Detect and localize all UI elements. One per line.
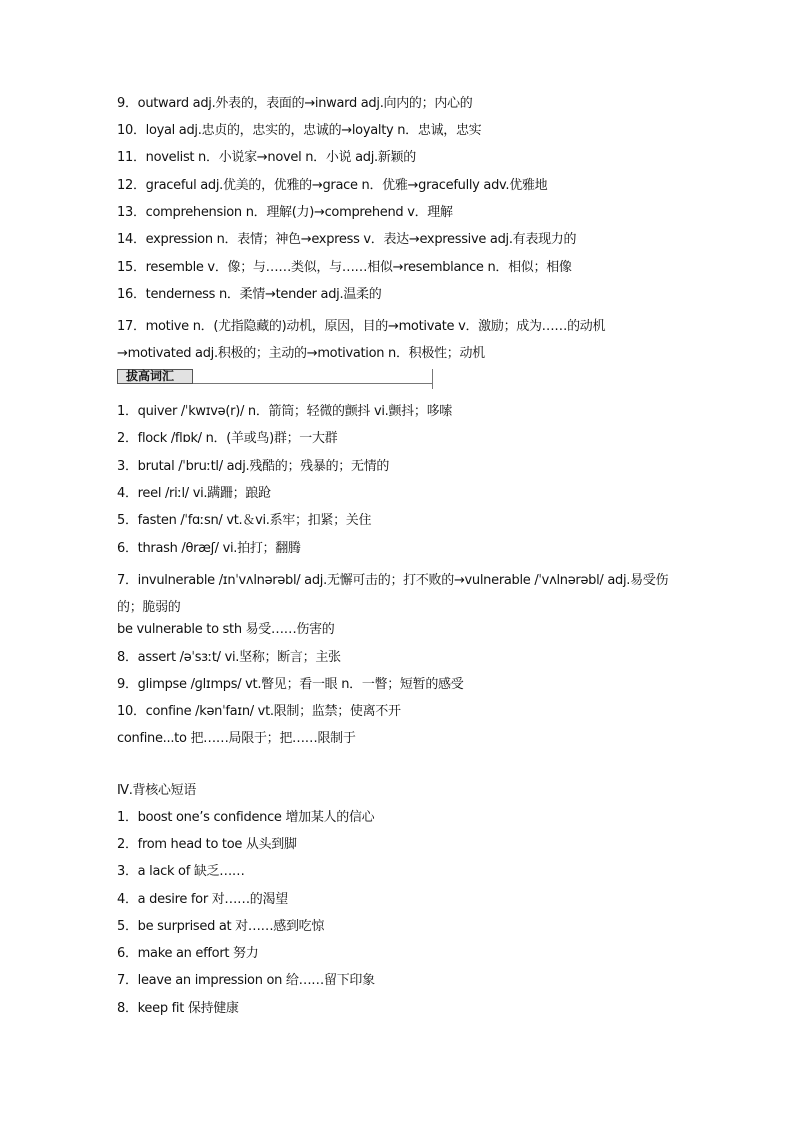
phrase-item-5: 5．be surprised at 对……感到吃惊	[117, 919, 325, 934]
section-header-tick	[432, 369, 433, 389]
vocab-item-17: 17．motive n．(尤指隐藏的)动机，原因，目的→motivate v．激励；成为……的动机→motivated adj.积极的；主动的→motivation n．积极性；动机	[117, 319, 606, 361]
section-header-rule	[193, 383, 433, 384]
advanced-item-8: 8．assert /əˈsɜːt/ vi.坚称；断言；主张	[117, 650, 341, 665]
phrase-item-1: 1．boost one’s confidence 增加某人的信心	[117, 810, 375, 825]
vocab-item-14: 14．expression n．表情；神色→express v．表达→expressive adj.有表现力的	[117, 232, 577, 247]
vocab-item-10: 10．loyal adj.忠贞的，忠实的，忠诚的→loyalty n．忠诚，忠实	[117, 123, 482, 138]
advanced-item-2: 2．flock /flɒk/ n．(羊或鸟)群；一大群	[117, 431, 338, 446]
phrase-item-2: 2．from head to toe 从头到脚	[117, 837, 297, 852]
phrase-item-6: 6．make an effort 努力	[117, 946, 259, 961]
phrase-item-4: 4．a desire for 对……的渴望	[117, 892, 288, 907]
phrase-item-7: 7．leave an impression on 给……留下印象	[117, 973, 375, 988]
advanced-item-7-phrase: be vulnerable to sth 易受……伤害的	[117, 622, 335, 637]
advanced-item-5: 5．fasten /ˈfɑːsn/ vt.＆vi.系牢；扣紧；关住	[117, 513, 372, 528]
section-header-bar	[117, 366, 433, 388]
advanced-item-1: 1．quiver /ˈkwɪvə(r)/ n．箭筒；轻微的颤抖 vi.颤抖；哆嗦	[117, 404, 452, 419]
section-title-advanced: 拔高词汇	[117, 369, 193, 384]
vocab-item-12: 12．graceful adj.优美的，优雅的→grace n．优雅→gracefully adv.优雅地	[117, 178, 548, 193]
phrase-item-8: 8．keep fit 保持健康	[117, 1001, 239, 1016]
vocab-item-15: 15．resemble v．像；与……类似，与……相似→resemblance n．相似；相像	[117, 260, 572, 275]
advanced-item-3: 3．brutal /ˈbruːtl/ adj.残酷的；残暴的；无情的	[117, 459, 390, 474]
advanced-item-9: 9．glimpse /ɡlɪmps/ vt.瞥见；看一眼 n．一瞥；短暂的感受	[117, 677, 464, 692]
vocab-item-16: 16．tenderness n．柔情→tender adj.温柔的	[117, 287, 382, 302]
vocab-item-13: 13．comprehension n．理解(力)→comprehend v．理解	[117, 205, 453, 220]
phrase-section-title: Ⅳ.背核心短语	[117, 783, 197, 798]
advanced-item-4: 4．reel /riːl/ vi.蹒跚；踉跄	[117, 486, 271, 501]
vocab-item-9: 9．outward adj.外表的，表面的→inward adj.向内的；内心的	[117, 96, 473, 111]
phrase-item-3: 3．a lack of 缺乏……	[117, 864, 245, 879]
vocab-item-11: 11．novelist n．小说家→novel n．小说 adj.新颖的	[117, 150, 416, 165]
advanced-item-7: 7．invulnerable /ɪnˈvʌlnərəbl/ adj.无懈可击的；打不败的→vulnerable /ˈvʌlnərəbl/ adj.易受伤的；脆弱的	[117, 573, 669, 615]
advanced-item-10: 10．confine /kənˈfaɪn/ vt.限制；监禁；使离不开	[117, 704, 401, 719]
advanced-item-6: 6．thrash /θræʃ/ vi.拍打；翻腾	[117, 541, 301, 556]
advanced-item-10-phrase: confine...to 把……局限于；把……限制于	[117, 731, 356, 746]
